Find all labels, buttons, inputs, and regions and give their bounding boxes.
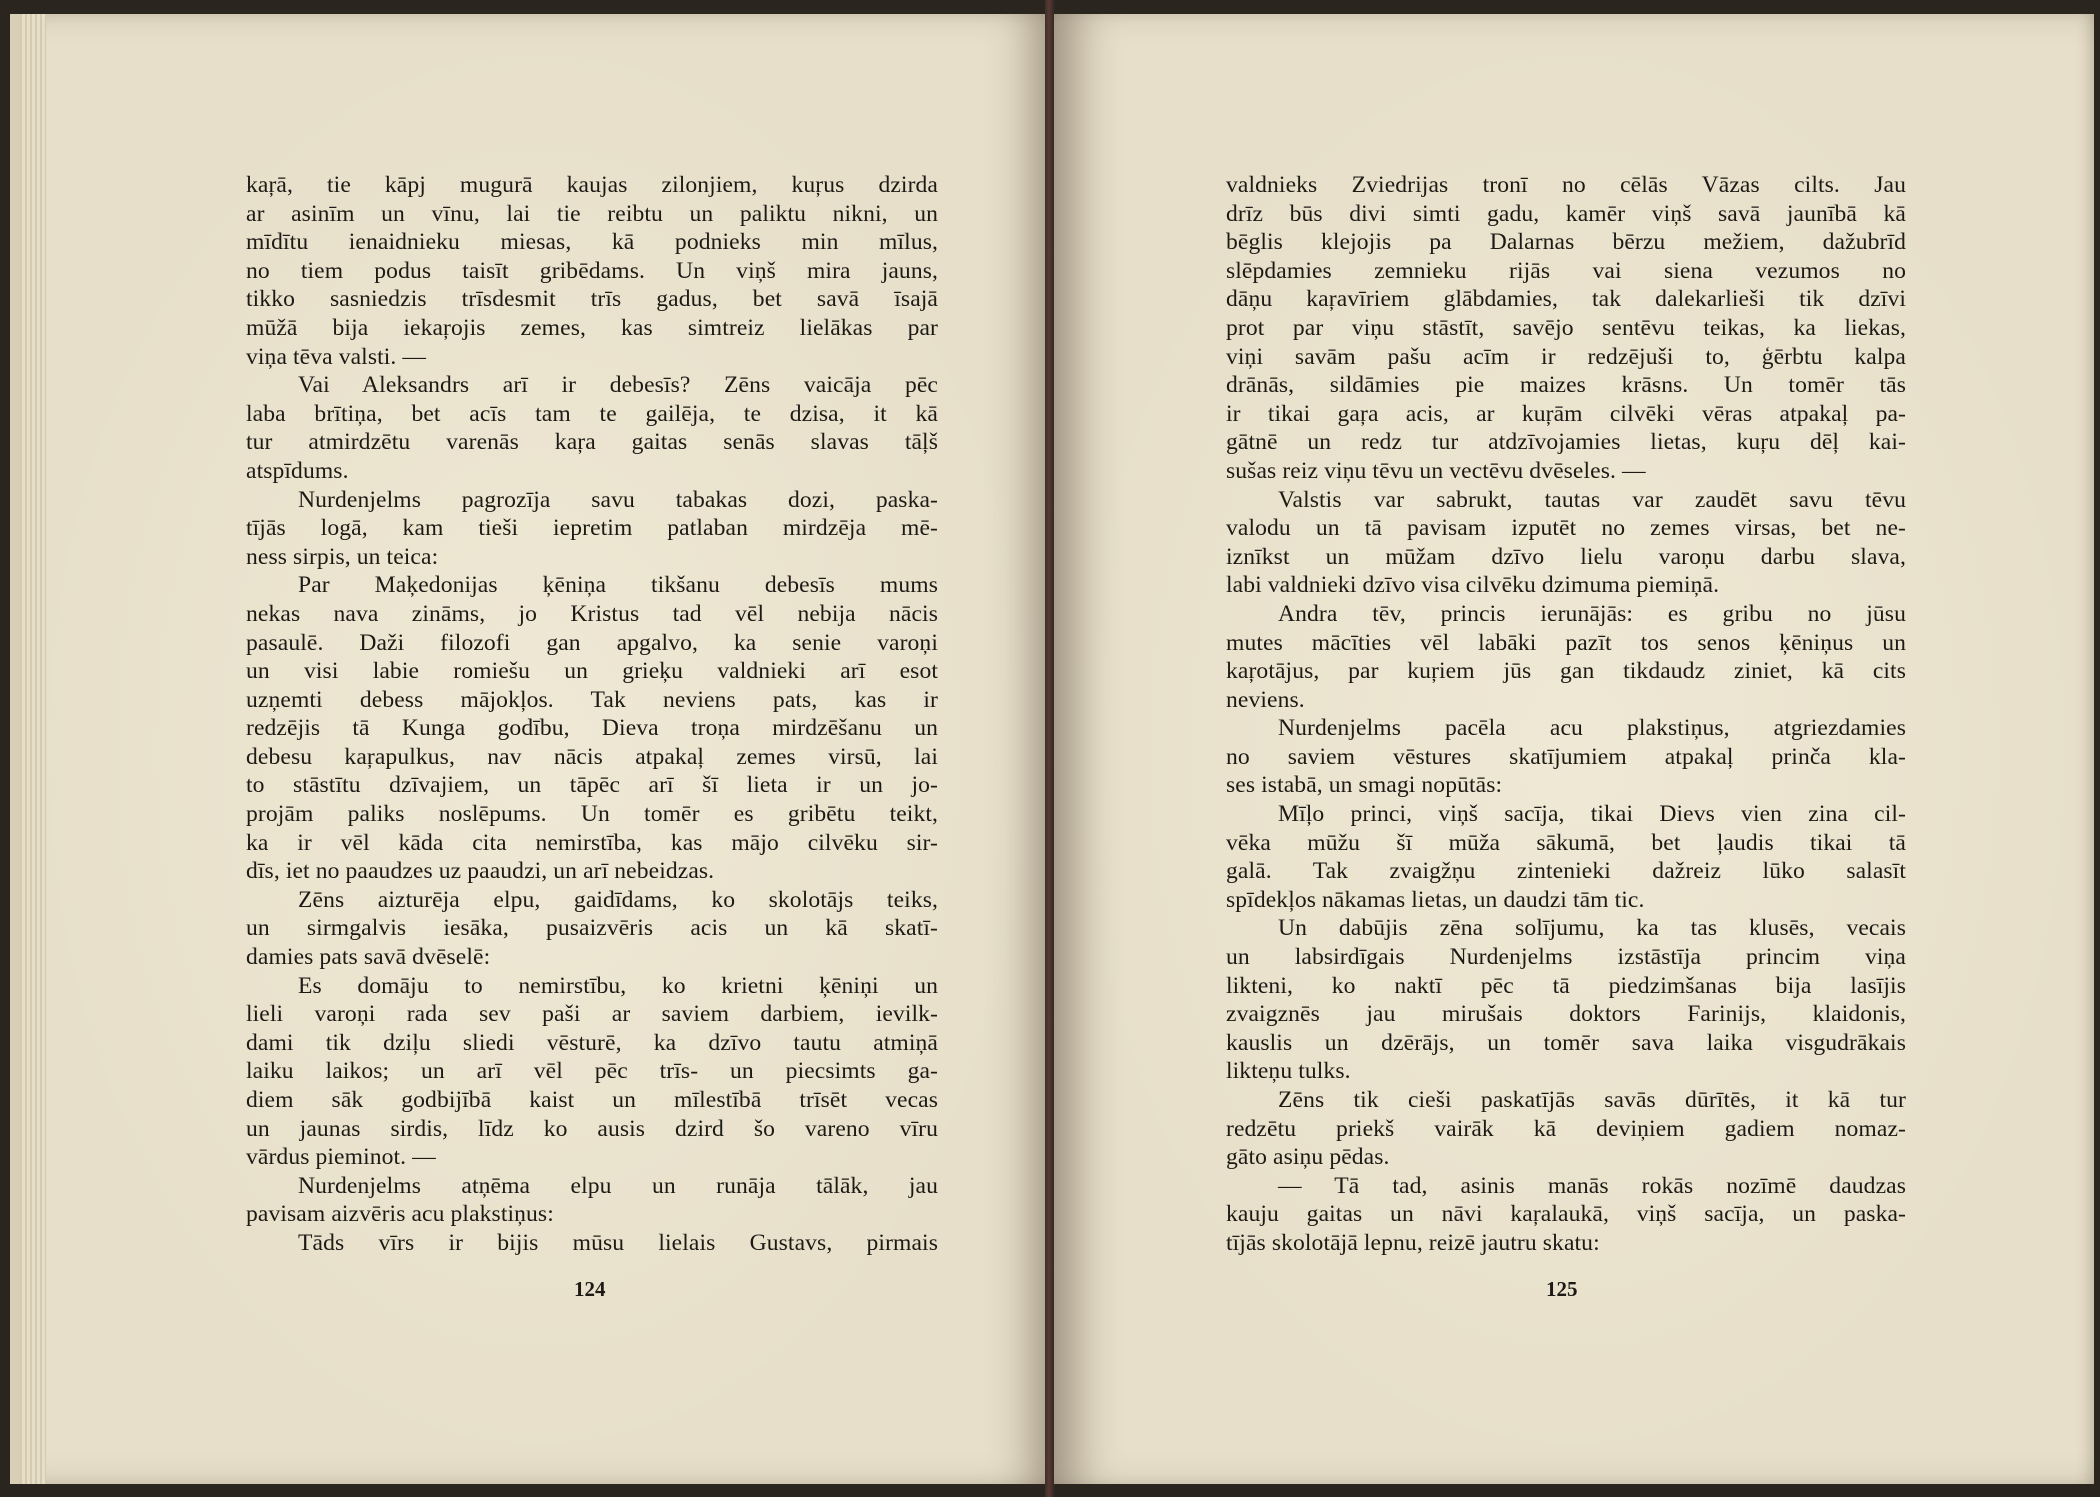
text-line: mutes mācīties vēl labāki pazīt tos senos ķēniņus un	[1226, 629, 1906, 656]
text-line: projām paliks noslēpums. Un tomēr es gribētu teikt,	[246, 801, 938, 828]
text-line: debesu kaŗapulkus, nav nācis atpakaļ zemes virsū, lai	[246, 743, 938, 770]
text-line: likteni, ko naktī pēc tā piedzimšanas bija lasījis	[1226, 972, 1906, 999]
text-line: valdnieks Zviedrijas tronī no cēlās Vāzas cilts. Jau	[1226, 172, 1906, 198]
text-line: prot par viņu stāstīt, savējo sentēvu teikas, ka liekas,	[1226, 314, 1906, 341]
text-line: tur atmirdzētu varenās kaŗa gaitas senās slavas tāļš	[246, 429, 938, 456]
text-line: redzējis tā Kunga godību, Dieva troņa mirdzēšanu un	[246, 715, 938, 742]
left-page-number: 124	[574, 1277, 606, 1301]
text-line: spīdekļos nākamas lietas, un daudzi tām tic.	[1226, 886, 1645, 913]
text-line: Nurdenjelms pagrozīja savu tabakas dozi, paska-	[298, 486, 938, 513]
text-line: viņa tēva valsti. —	[246, 343, 427, 370]
text-line: kauju gaitas un nāvi kaŗalaukā, viņš sacīja, un paska-	[1226, 1201, 1906, 1228]
text-line: atspīdums.	[246, 457, 349, 484]
text-line: Tāds vīrs ir bijis mūsu lielais Gustavs, pirmais	[298, 1229, 938, 1256]
text-line: Nurdenjelms atņēma elpu un runāja tālāk, jau	[298, 1172, 938, 1199]
text-line: vārdus pieminot. —	[246, 1144, 436, 1171]
text-line: tījās skolotājā lepnu, reizē jautru skatu:	[1226, 1229, 1600, 1256]
text-line: pasaulē. Daži filozofi gan apgalvo, ka senie varoņi	[246, 629, 938, 656]
text-line: ar asinīm un vīnu, lai tie reibtu un paliktu nikni, un	[246, 200, 938, 227]
text-line: no tiem podus taisīt gribēdams. Un viņš mira jauns,	[246, 257, 938, 284]
right-page-text	[1226, 171, 1906, 1258]
text-line: un sirmgalvis iesāka, pusaizvēris acis un kā skatī-	[246, 915, 938, 942]
text-line: redzētu priekš vairāk kā deviņiem gadiem nomaz-	[1226, 1115, 1906, 1142]
text-line: un labsirdīgais Nurdenjelms izstāstīja princim viņa	[1226, 944, 1906, 971]
text-line: mīdītu ienaidnieku miesas, kā podnieks min mīlus,	[246, 229, 938, 256]
text-line: Par Maķedonijas ķēniņa tikšanu debesīs mums	[298, 572, 938, 599]
text-line: tikko sasniedzis trīsdesmit trīs gadus, bet savā īsajā	[246, 286, 938, 313]
text-line: Andra tēv, princis ierunājās: es gribu no jūsu	[1278, 600, 1906, 627]
text-line: pavisam aizvēris acu plakstiņus:	[246, 1201, 554, 1228]
text-line: to stāstītu dzīvajiem, un tāpēc arī šī lieta ir un jo-	[246, 772, 938, 799]
text-line: — Tā tad, asinis manās rokās nozīmē daudzas	[1278, 1172, 1906, 1199]
text-line: uzņemti debess mājokļos. Tak neviens pats, kas ir	[246, 686, 938, 713]
text-line: Vai Aleksandrs arī ir debesīs? Zēns vaicāja pēc	[298, 372, 938, 399]
text-line: tījās logā, kam tieši iepretim patlaban mirdzēja mē-	[246, 515, 938, 542]
text-line: ka ir vēl kāda cita nemirstība, kas mājo cilvēku sir-	[246, 829, 938, 856]
text-line: dīs, iet no paaudzes uz paaudzi, un arī nebeidzas.	[246, 858, 715, 885]
text-line: vēka mūžu šī mūža sākumā, bet ļaudis tikai tā	[1226, 829, 1906, 856]
text-line: viņi savām pašu acīm ir redzējuši to, ģērbtu kalpa	[1226, 343, 1906, 370]
text-line: laba brītiņa, bet acīs tam te gailēja, te dzisa, it kā	[246, 400, 938, 427]
text-line: lieli varoņi rada sev paši ar saviem darbiem, ievilk-	[246, 1001, 938, 1028]
text-line: labi valdnieki dzīvo visa cilvēku dzimuma piemiņā.	[1226, 572, 1720, 599]
text-line: un jaunas sirdis, līdz ko ausis dzird šo vareno vīru	[246, 1115, 938, 1142]
text-line: dami tik dziļu sliedi vēsturē, ka dzīvo tautu atmiņā	[246, 1029, 938, 1056]
text-line: nekas nava zināms, jo Kristus tad vēl nebija nācis	[246, 600, 938, 627]
text-line: un visi labie romiešu un grieķu valdnieki arī esot	[246, 658, 938, 685]
text-line: kauslis un dzērājs, un tomēr sava laika visgudrākais	[1226, 1029, 1906, 1056]
left-page-text	[246, 171, 938, 1258]
text-line: dāņu kaŗavīriem glābdamies, tak dalekarlieši tik dzīvi	[1226, 286, 1906, 313]
text-line: laiku laikos; un arī vēl pēc trīs- un piecsimts ga-	[246, 1058, 938, 1085]
right-page	[1054, 14, 2094, 1484]
text-line: damies pats savā dvēselē:	[246, 944, 491, 971]
text-line: neviens.	[1226, 686, 1305, 713]
text-line: bēglis klejojis pa Dalarnas bērzu mežiem, dažubrīd	[1226, 229, 1906, 256]
text-line: Un dabūjis zēna solījumu, ka tas klusēs, vecais	[1278, 915, 1906, 942]
text-line: gāto asiņu pēdas.	[1226, 1144, 1390, 1171]
page-edges	[20, 14, 46, 1484]
text-line: Es domāju to nemirstību, ko krietni ķēniņi un	[298, 972, 938, 999]
text-line: ses istabā, un smagi nopūtās:	[1226, 772, 1503, 799]
text-line: drānās, sildāmies pie maizes krāsns. Un tomēr tās	[1226, 372, 1906, 399]
text-line: iznīkst un mūžam dzīvo lielu varoņu darbu slava,	[1226, 543, 1906, 570]
text-line: drīz būs divi simti gadu, kamēr viņš savā jaunībā kā	[1226, 200, 1906, 227]
text-line: sušas reiz viņu tēvu un vectēvu dvēseles. —	[1226, 457, 1646, 484]
text-line: Zēns aizturēja elpu, gaidīdams, ko skolotājs teiks,	[298, 886, 938, 913]
text-line: galā. Tak zvaigžņu zintenieki dažreiz lūko salasīt	[1226, 858, 1906, 885]
text-line: slēpdamies zemnieku rijās vai siena vezumos no	[1226, 257, 1906, 284]
text-line: Zēns tik cieši paskatījās savās dūrītēs, it kā tur	[1278, 1087, 1906, 1113]
text-line: kaŗotājus, par kuŗiem jūs gan tikdaudz ziniet, kā cits	[1226, 658, 1906, 685]
text-line: diem sāk godbijībā kaist un mīlestībā trīsēt vecas	[246, 1087, 938, 1113]
text-line: zvaigznēs jau mirušais doktors Farinijs, klaidonis,	[1226, 1001, 1906, 1028]
text-line: ir tikai gaŗa acis, ar kuŗām cilvēki vēras atpakaļ pa-	[1226, 400, 1906, 427]
text-line: likteņu tulks.	[1226, 1058, 1351, 1085]
text-line: kaŗā, tie kāpj mugurā kaujas zilonjiem, kuŗus dzirda	[246, 172, 938, 198]
text-line: Valstis var sabrukt, tautas var zaudēt savu tēvu	[1278, 486, 1906, 513]
right-page-number: 125	[1546, 1277, 1578, 1301]
left-page	[10, 14, 1055, 1484]
text-line: valodu un tā pavisam izputēt no zemes virsas, bet ne-	[1226, 515, 1906, 542]
text-line: mūžā bija iekaŗojis zemes, kas simtreiz lielākas par	[246, 314, 938, 341]
text-line: ness sirpis, un teica:	[246, 543, 439, 570]
text-line: Nurdenjelms pacēla acu plakstiņus, atgriezdamies	[1278, 715, 1906, 742]
text-line: Mīļo princi, viņš sacīja, tikai Dievs vien zina cil-	[1278, 801, 1906, 828]
text-line: gātnē un redz tur atdzīvojamies lietas, kuŗu dēļ kai-	[1226, 429, 1906, 456]
text-line: no saviem vēstures skatījumiem atpakaļ prinča kla-	[1226, 743, 1906, 770]
